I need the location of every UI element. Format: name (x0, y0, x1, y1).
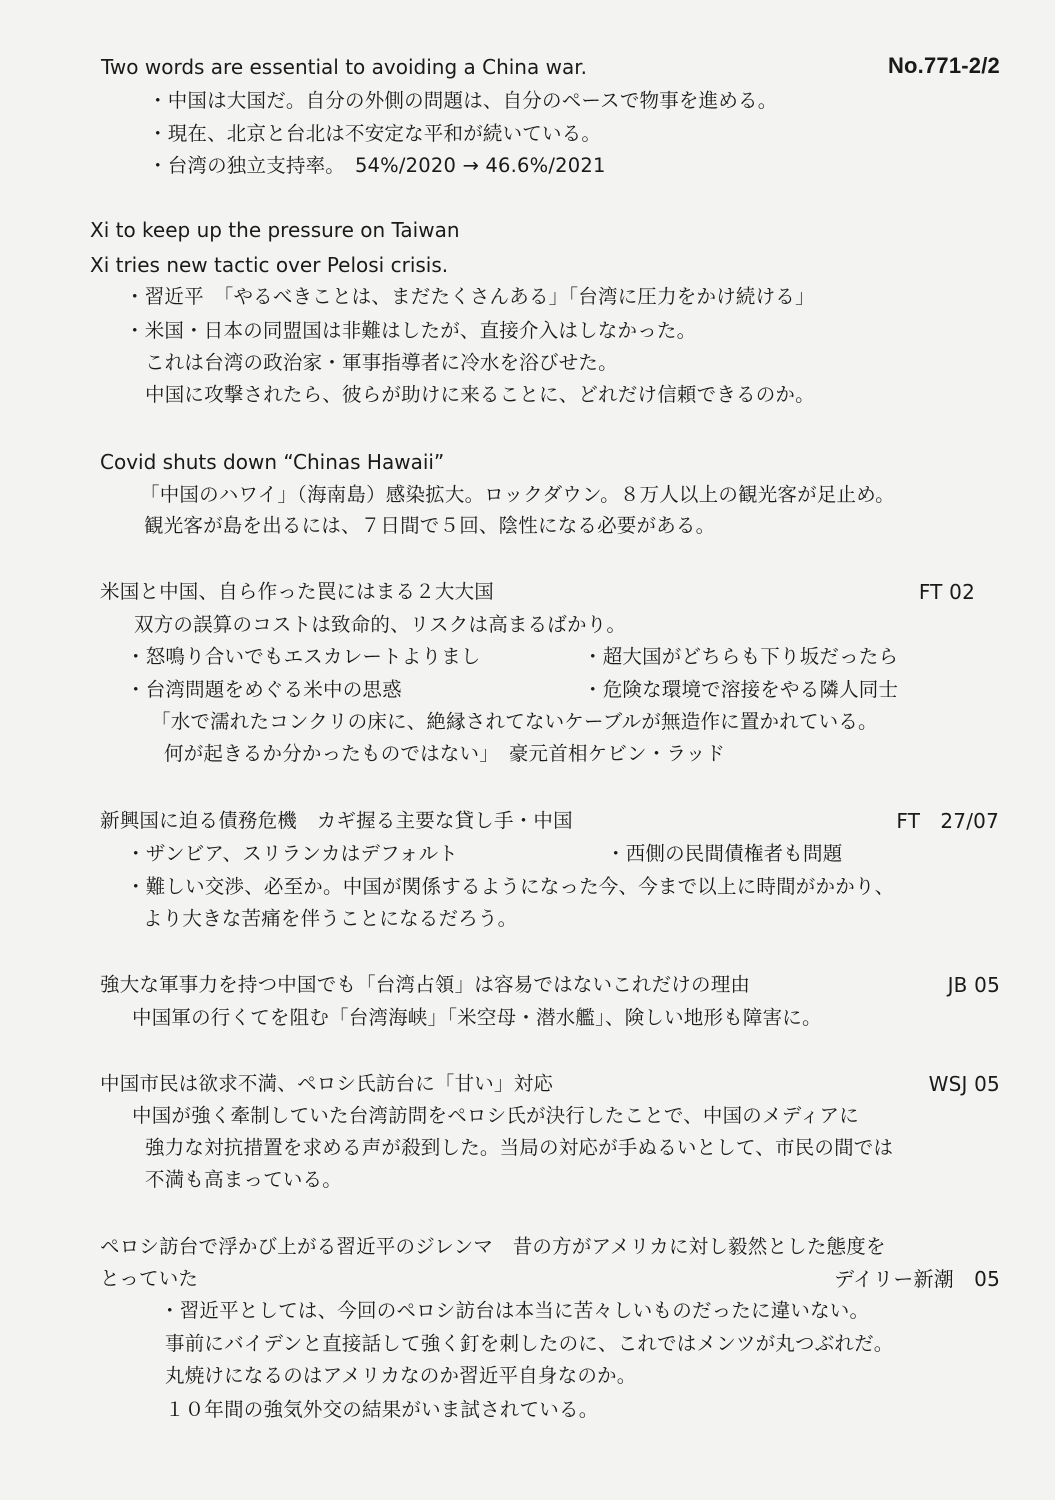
s6-source: JB 05 (947, 973, 1000, 997)
s1-bullet-1: ・中国は大国だ。自分の外側の問題は、自分のペースで物事を進める。 (148, 89, 778, 112)
s3-line-2: 観光客が島を出るには、７日間で５回、陰性になる必要がある。 (144, 514, 716, 537)
s8-title-1: ペロシ訪台で浮かび上がる習近平のジレンマ 昔の方がアメリカに対し毅然とした態度を (100, 1235, 886, 1258)
s5-source: FT 27/07 (896, 809, 999, 833)
s7-title: 中国市民は欲求不満、ペロシ氏訪台に「甘い」対応 (100, 1072, 554, 1095)
s8-line-4: １０年間の強気外交の結果がいま試されている。 (165, 1398, 599, 1421)
s2-title-2: Xi tries new tactic over Pelosi crisis. (90, 253, 449, 277)
s7-line-1: 中国が強く牽制していた台湾訪問をペロシ氏が決行したことで、中国のメディアに (132, 1104, 859, 1127)
s6-line-1: 中国軍の行くてを阻む「台湾海峡」「米空母・潜水艦」、険しい地形も障害に。 (132, 1006, 822, 1029)
s5-line-3: より大きな苦痛を伴うことになるだろう。 (143, 907, 518, 930)
s2-line-3: これは台湾の政治家・軍事指導者に冷水を浴びせた。 (145, 351, 618, 374)
s4-quote-1: 「水で濡れたコンクリの床に、絶縁されてないケーブルが無造作に置かれている。 (151, 710, 878, 733)
s4-bullet-b2: ・危険な環境で溶接をやる隣人同士 (583, 678, 899, 701)
s4-bullet-b1: ・超大国がどちらも下り坂だったら (583, 645, 899, 668)
s5-bullet-b1: ・西側の民間債権者も問題 (606, 842, 843, 865)
s5-bullet-a1: ・ザンビア、スリランカはデフォルト (126, 842, 458, 865)
s4-source: FT 02 (918, 580, 975, 604)
s2-title-1: Xi to keep up the pressure on Taiwan (90, 218, 460, 242)
s8-line-2: 事前にバイデンと直接話して強く釘を刺したのに、これではメンツが丸つぶれだ。 (165, 1332, 894, 1355)
s8-source: デイリー新潮 05 (834, 1267, 1000, 1291)
header-title: Two words are essential to avoiding a China war. (101, 55, 587, 79)
s4-bullet-a2: ・台湾問題をめぐる米中の思惑 (126, 678, 402, 701)
s5-line-2: ・難しい交渉、必至か。中国が関係するようになった今、今まで以上に時間がかかり、 (126, 875, 895, 898)
s8-title-2: とっていた (100, 1267, 199, 1290)
s3-line-1: 「中国のハワイ」（海南島）感染拡大。ロックダウン。８万人以上の観光客が足止め。 (140, 483, 895, 506)
doc-number: No.771-2/2 (887, 53, 1000, 78)
s7-source: WSJ 05 (928, 1072, 1000, 1096)
s2-line-1: ・習近平 「やるべきことは、まだたくさんある」「台湾に圧力をかけ続ける」 (125, 285, 815, 308)
s8-line-1: ・習近平としては、今回のペロシ訪台は本当に苦々しいものだったに違いない。 (160, 1299, 870, 1322)
s2-line-2: ・米国・日本の同盟国は非難はしたが、直接介入はしなかった。 (125, 319, 697, 342)
s7-line-2: 強力な対抗措置を求める声が殺到した。当局の対応が手ぬるいとして、市民の間では (145, 1136, 894, 1159)
s4-title: 米国と中国、自ら作った罠にはまる２大大国 (100, 580, 495, 603)
s1-bullet-2: ・現在、北京と台北は不安定な平和が続いている。 (148, 122, 602, 145)
s6-title: 強大な軍事力を持つ中国でも「台湾占領」は容易ではないこれだけの理由 (100, 973, 751, 996)
s5-title: 新興国に迫る債務危機 カギ握る主要な貸し手・中国 (100, 809, 573, 832)
s3-title: Covid shuts down “Chinas Hawaii” (100, 450, 445, 474)
s2-line-4: 中国に攻撃されたら、彼らが助けに来ることに、どれだけ信頼できるのか。 (145, 383, 815, 406)
s8-line-3: 丸焼けになるのはアメリカなのか習近平自身なのか。 (165, 1364, 637, 1387)
s7-line-3: 不満も高まっている。 (145, 1168, 343, 1191)
s4-quote-2: 何が起きるか分かったものではない」 豪元首相ケビン・ラッド (164, 742, 726, 765)
s1-bullet-3: ・台湾の独立支持率。 54%/2020 → 46.6%/2021 (148, 154, 606, 177)
s4-bullet-a1: ・怒鳴り合いでもエスカレートよりまし (126, 645, 481, 668)
s4-lead: 双方の誤算のコストは致命的、リスクは高まるばかり。 (134, 613, 627, 636)
